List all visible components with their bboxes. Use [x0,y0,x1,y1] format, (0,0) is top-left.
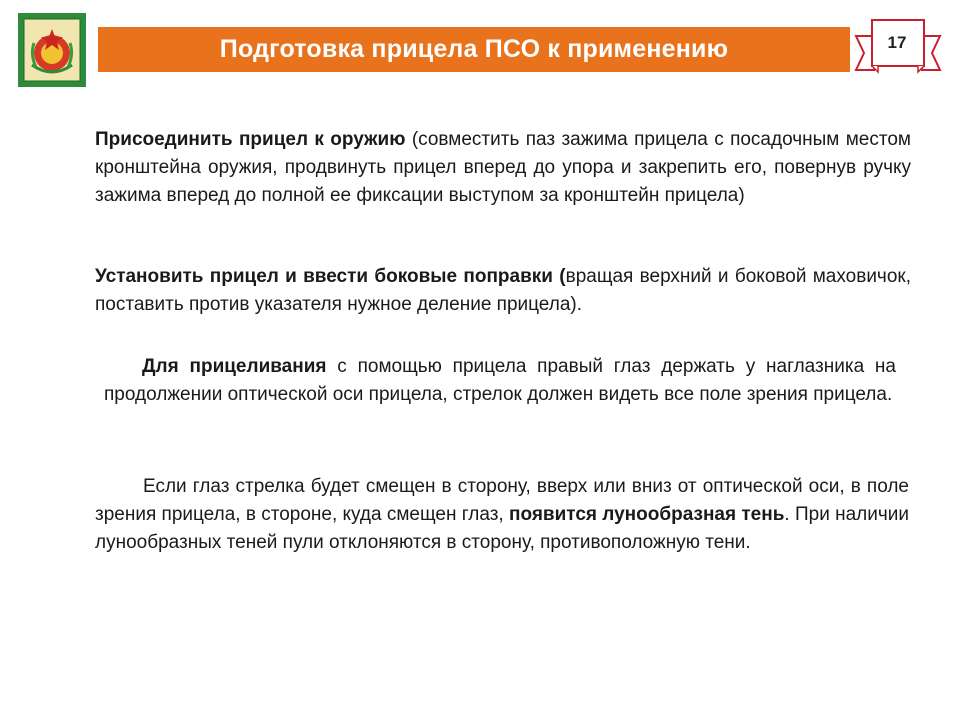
paragraph-aiming [104,353,896,409]
paragraph-text: вращая верхний и боковой маховичок, поставить против указателя нужное деление прицела). [95,266,911,315]
paragraph-lead: Для прицеливания [142,356,327,377]
paragraph-paren: ( [552,266,566,287]
page-number: 17 [887,33,907,52]
paragraph-shadow [95,473,909,557]
page-number-badge [852,14,944,80]
paragraph-lead: Установить прицел и ввести боковые поправки [95,266,553,287]
paragraph-emphasis: появится лунообразная тень [509,504,785,525]
paragraph-text: с помощью прицела правый глаз держать у наглазника на продолжении оптической оси прицела, стрелок должен видеть все поле зрения прицела. [104,356,896,405]
paragraph-text-before: Если глаз стрелка будет смещен в сторону, вверх или вниз от оптической оси, в поле зрения прицела, в стороне, куда смещен глаз, [95,476,909,525]
paragraph-lead: Присоединить прицел к оружию [95,129,406,150]
page-title: Подготовка прицела ПСО к применению [219,35,729,63]
paragraph-set-scope [95,263,911,319]
emblem-logo [18,13,86,87]
paragraph-text-after: . При наличии лунообразных теней пули отклоняются в сторону, противоположную тени. [95,504,909,553]
paragraph-text: (совместить паз зажима прицела с посадочным местом кронштейна оружия, продвинуть прицел вперед до упора и закрепить его, повернув ручку зажима вперед до полной ее фиксации выступом за кронштейн прицела) [95,129,911,206]
paragraph-attach-scope [95,126,911,210]
title-bar [98,27,850,72]
